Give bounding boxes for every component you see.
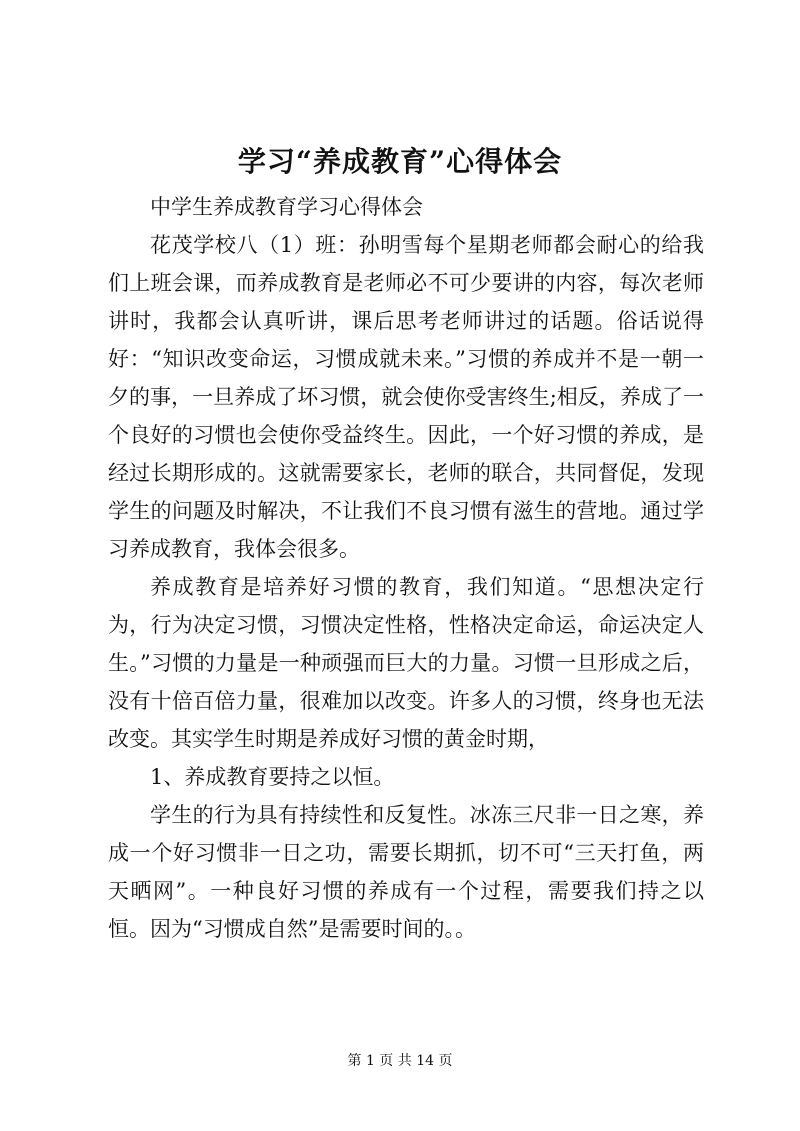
body-paragraph: 花茂学校八（1）班：孙明雪每个星期老师都会耐心的给我们上班会课，而养成教育是老师必不可少要讲的内容，每次老师讲时，我都会认真听讲，课后思考老师讲过的话题。俗话说得好：“知识改变命运，习惯成就未来。”习惯的养成并不是一朝一夕的事，一旦养成了坏习惯，就会使你受害终生;相反，养成了一个良好的习惯也会使你受益终生。因此，一个好习惯的养成，是经过长期形成的。这就需要家长，老师的联合，共同督促，发现学生的问题及时解决，不让我们不良习惯有滋生的营地。通过学习养成教育，我体会很多。 — [108, 233, 704, 561]
body-paragraph: 养成教育是培养好习惯的教育，我们知道。“思想决定行为，行为决定习惯，习惯决定性格，性格决定命运，命运决定人生。”习惯的力量是一种顽强而巨大的力量。习惯一旦形成之后，没有十倍百倍力量，很难加以改变。许多人的习惯，终身也无法改变。其实学生时期是养成好习惯的黄金时期， — [108, 575, 704, 751]
document-body — [108, 188, 704, 948]
body-paragraph: 学生的行为具有持续性和反复性。冰冻三尺非一日之寒，养成一个好习惯非一日之功，需要长期抓，切不可“三天打鱼，两天晒网”。一种良好习惯的养成有一个过程，需要我们持之以恒。因为“习惯成自然”是需要时间的。。 — [108, 803, 704, 941]
section-heading: 1、养成教育要持之以恒。 — [150, 765, 395, 789]
document-title: 学习“养成教育”心得体会 — [237, 145, 563, 178]
subtitle-paragraph: 中学生养成教育学习心得体会 — [150, 195, 423, 219]
page-footer: 第 1 页 共 14 页 — [347, 1053, 453, 1069]
